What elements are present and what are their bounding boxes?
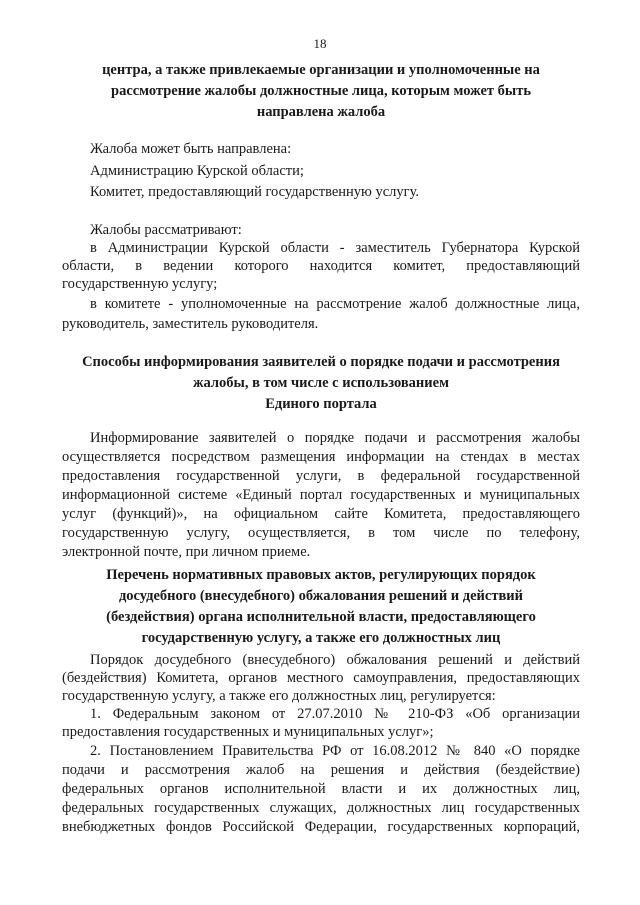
informing-paragraph-line: услуг (функций)», на официальном сайте Комитета, предоставляющего bbox=[62, 506, 580, 522]
complaint-to-item: Комитет, предоставляющий государственную услугу. bbox=[90, 184, 420, 200]
regulation-paragraph-line: Порядок досудебного (внесудебного) обжалования решений и действий bbox=[90, 652, 580, 668]
heading-line: Перечень нормативных правовых актов, регулирующих порядок bbox=[106, 567, 536, 583]
heading-line: жалобы, в том числе с использованием bbox=[193, 375, 449, 391]
section-heading-regulations bbox=[62, 565, 580, 649]
heading-line: (бездействия) органа исполнительной власти, предоставляющего bbox=[106, 609, 536, 625]
review-paragraph-line: руководитель, заместитель руководителя. bbox=[62, 316, 319, 332]
informing-paragraph-line: предоставления государственной услуги, в федеральной государственной bbox=[62, 468, 580, 484]
review-paragraph-line: в Администрации Курской области - заместитель Губернатора Курской bbox=[90, 240, 580, 256]
informing-paragraph-line: государственную услугу, осуществляется, в том числе по телефону, bbox=[62, 525, 580, 541]
complaint-to-item: Администрацию Курской области; bbox=[90, 163, 304, 179]
informing-paragraph-line: Информирование заявителей о порядке подачи и рассмотрения жалобы bbox=[90, 430, 580, 446]
regulation-list-item-line: предоставления государственных и муниципальных услуг»; bbox=[62, 724, 434, 740]
heading-line: Единого портала bbox=[265, 396, 377, 412]
regulation-paragraph-line: государственную услугу, а также его должностных лиц, регулируется: bbox=[62, 688, 496, 704]
regulation-list-item-line: федеральных органов исполнительной власти и их должностных лиц, bbox=[62, 781, 580, 797]
complaint-to-intro: Жалоба может быть направлена: bbox=[90, 141, 292, 157]
review-paragraph-line: в комитете - уполномоченные на рассмотрение жалоб должностные лица, bbox=[90, 296, 580, 312]
heading-line: государственную услугу, а также его должностных лиц bbox=[141, 630, 501, 646]
regulation-paragraph-line: (бездействия) Комитета, органов местного самоуправления, предоставляющих bbox=[62, 670, 580, 686]
review-paragraph-line: области, в ведении которого находится комитет, предоставляющий bbox=[62, 258, 580, 274]
informing-paragraph-line: информационной системе «Единый портал государственных и муниципальных bbox=[62, 487, 580, 503]
heading-line: рассмотрение жалобы должностные лица, которым может быть bbox=[111, 83, 531, 99]
heading-line: центра, а также привлекаемые организации и уполномоченные на bbox=[102, 62, 540, 78]
section-heading-informing bbox=[62, 352, 580, 415]
review-intro: Жалобы рассматривают: bbox=[90, 222, 242, 238]
page-number: 18 bbox=[313, 36, 327, 51]
regulation-list-item-line: федеральных государственных служащих, должностных лиц государственных bbox=[62, 800, 580, 816]
regulation-list-item-line: 2. Постановлением Правительства РФ от 16.08.2012 № 840 «О порядке bbox=[90, 743, 580, 759]
regulation-list-item-line: 1. Федеральным законом от 27.07.2010 № 210-ФЗ «Об организации bbox=[90, 706, 580, 722]
regulation-list-item-line: внебюджетных фондов Российской Федерации, государственных корпораций, bbox=[62, 819, 580, 835]
heading-line: направлена жалоба bbox=[256, 104, 386, 120]
review-paragraph-line: государственную услугу; bbox=[62, 276, 218, 292]
informing-paragraph-line: осуществляется посредством размещения информации на стендах в местах bbox=[62, 449, 580, 465]
heading-line: Способы информирования заявителей о порядке подачи и рассмотрения bbox=[82, 354, 560, 370]
regulation-list-item-line: подачи и рассмотрения жалоб на решения и действия (бездействие) bbox=[62, 762, 580, 778]
section-heading-complaint-recipients bbox=[62, 60, 580, 123]
informing-paragraph-line: электронной почте, при личном приеме. bbox=[62, 544, 311, 560]
heading-line: досудебного (внесудебного) обжалования решений и действий bbox=[118, 588, 524, 604]
